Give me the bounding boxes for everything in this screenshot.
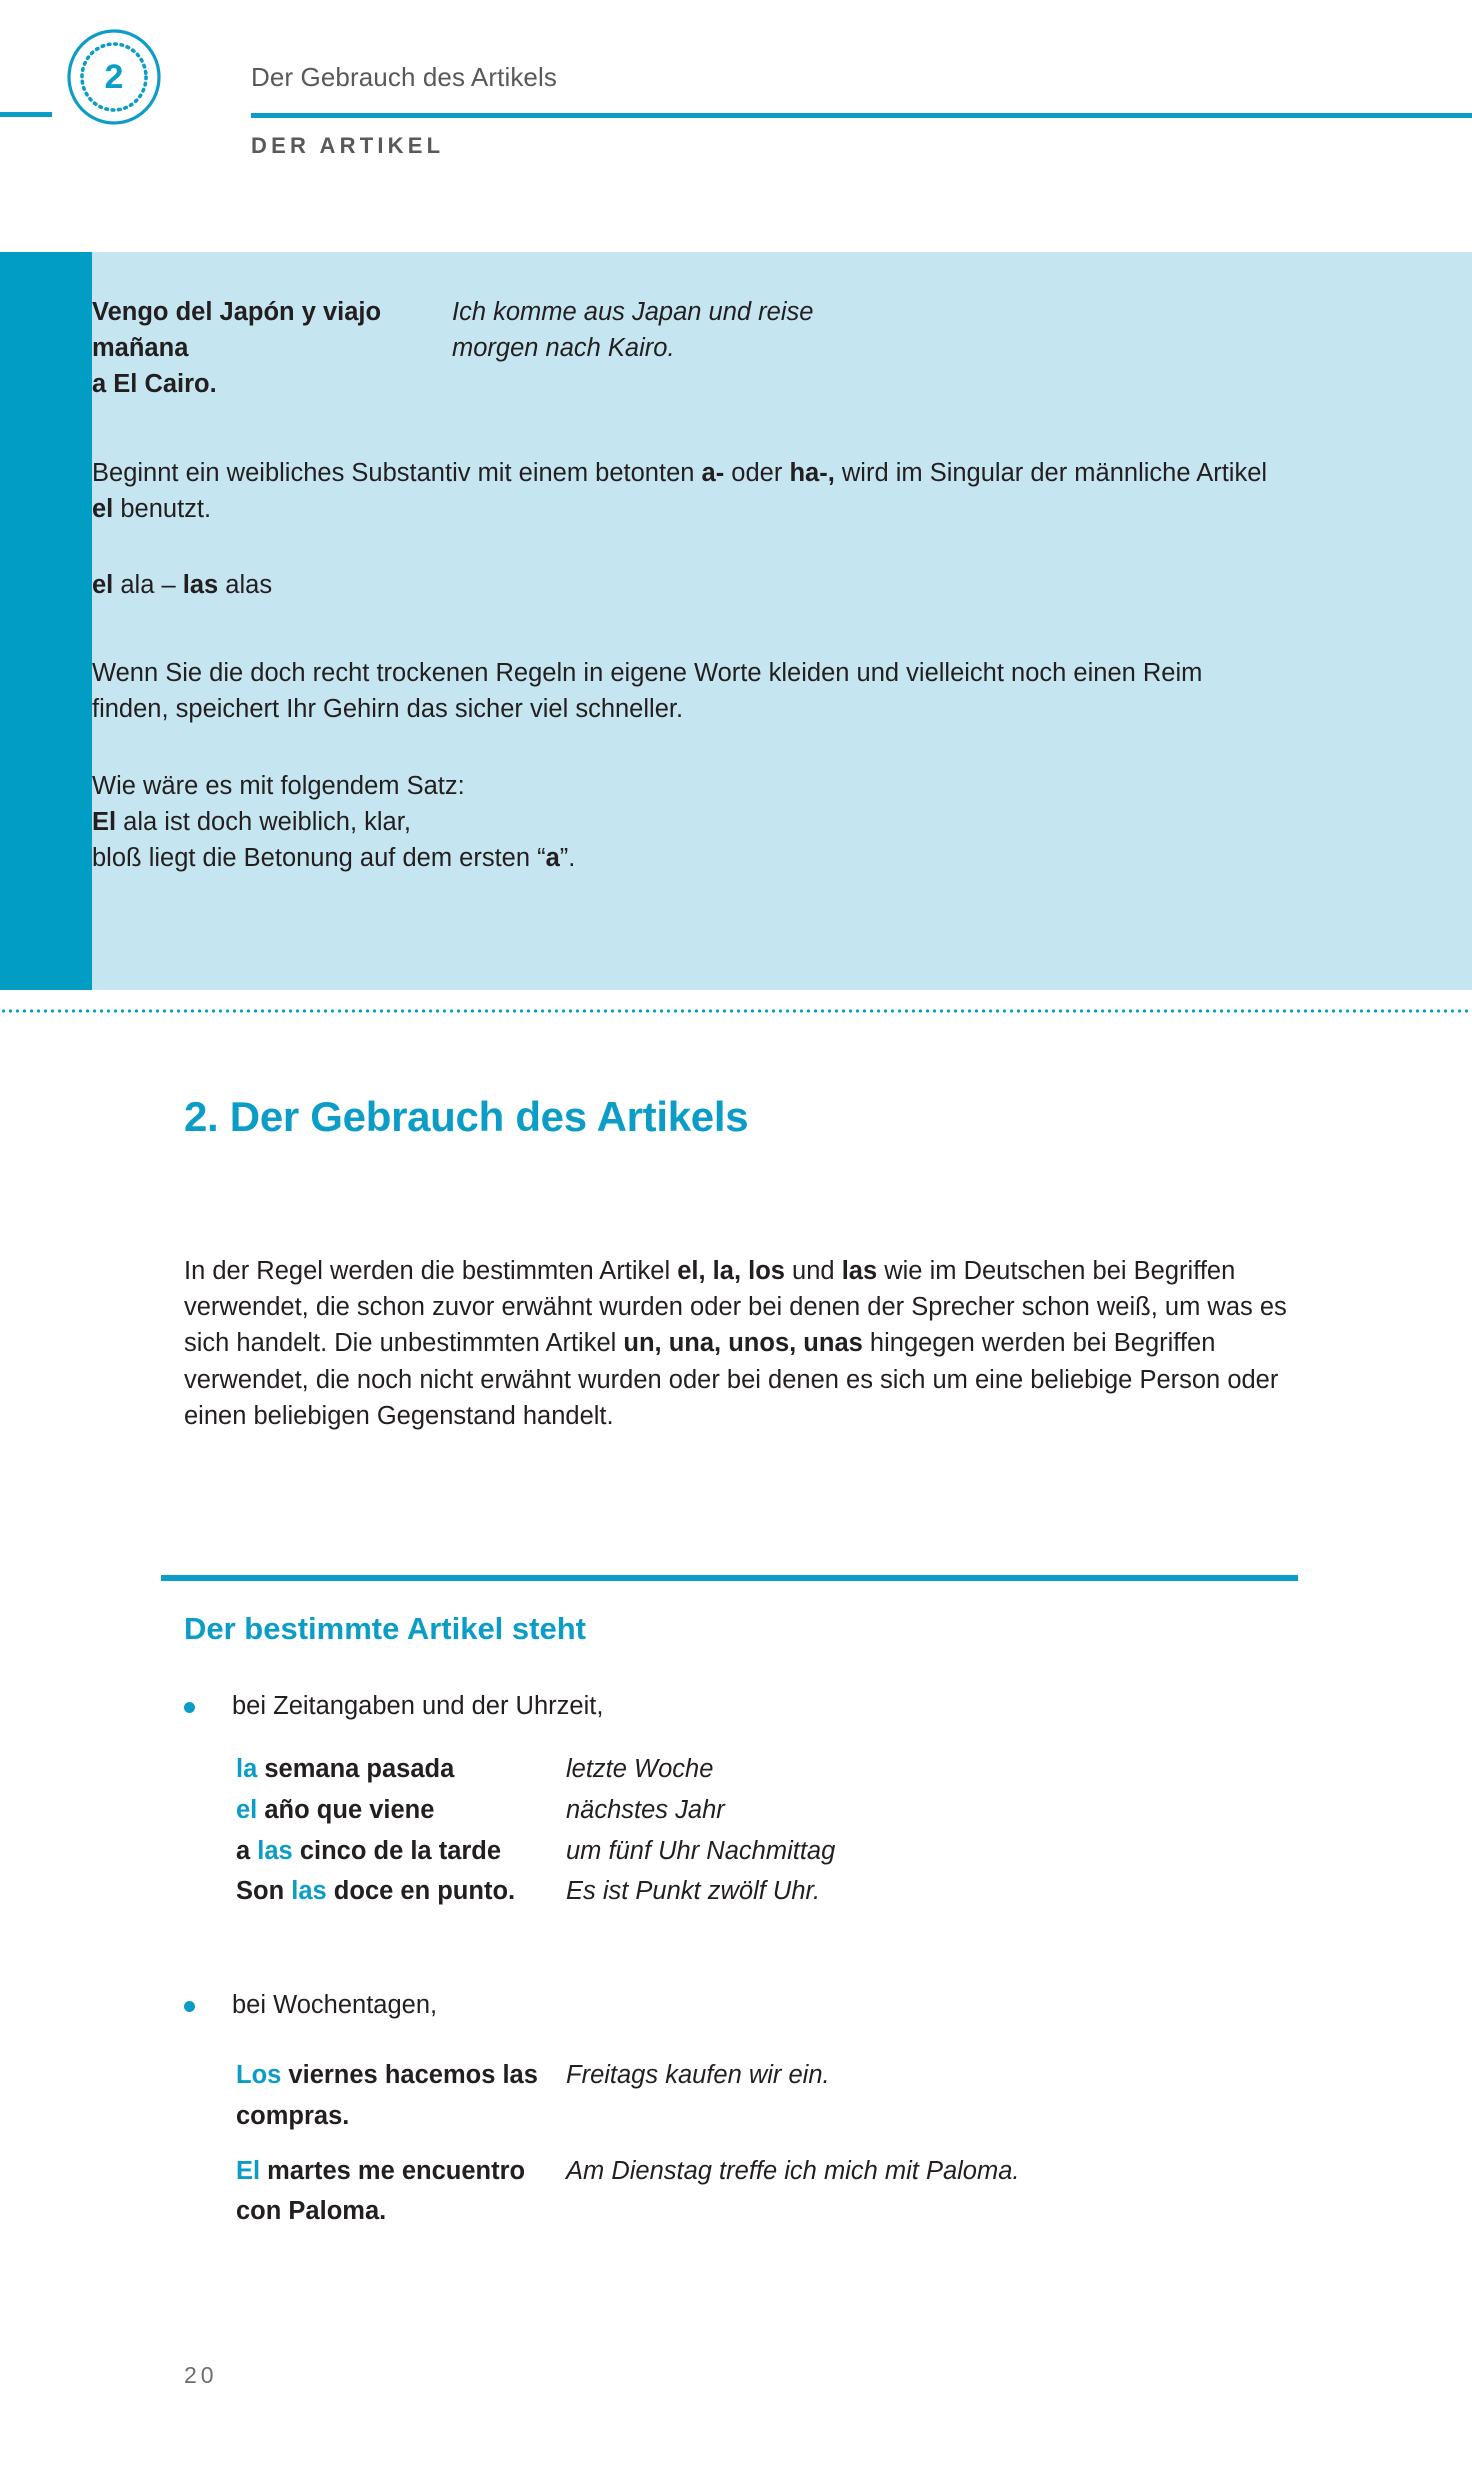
callout-mnemonic-paragraph: Wenn Sie die doch recht trockenen Regeln in eigene Worte kleiden und vielleicht noch einen Reim finden, speichert Ihr Gehirn das sicher viel schneller. xyxy=(92,659,1203,724)
example-german: nächstes Jahr xyxy=(566,1795,725,1824)
callout-example-spanish-line2: a El Cairo. xyxy=(92,370,217,399)
article-highlight: el xyxy=(236,1795,258,1824)
bullet-item-1 xyxy=(184,1689,603,1725)
callout-accent-bar xyxy=(0,252,92,990)
rhyme-line-2-rest: ala ist doch weiblich, klar, xyxy=(116,807,411,836)
callout-example-german-line2: morgen nach Kairo. xyxy=(452,334,675,363)
intro-bold-1: el, la, los xyxy=(677,1256,785,1285)
bullet-label: bei Wochentagen, xyxy=(232,1991,438,2019)
example-pair-bold-2: las xyxy=(182,571,219,600)
page-number: 20 xyxy=(184,2362,218,2388)
callout-example-pair xyxy=(92,567,1282,603)
example-german: Freitags kaufen wir ein. xyxy=(566,2061,830,2089)
example-spanish xyxy=(236,2151,566,2233)
callout-box xyxy=(0,252,1472,990)
page-title: Der Gebrauch des Artikels xyxy=(251,62,557,92)
spacer xyxy=(92,403,1282,455)
bullet-line xyxy=(184,1689,603,1725)
rule-bold-3: el xyxy=(92,494,114,523)
table-row xyxy=(236,2055,1336,2137)
example-spanish-prefix: Son xyxy=(236,1877,292,1906)
example-spanish xyxy=(236,1749,566,1790)
rhyme-line-1: Wie wäre es mit folgendem Satz: xyxy=(92,771,465,800)
callout-example-german xyxy=(452,294,1282,403)
rhyme-line-3-pre: bloß liegt die Betonung auf dem ersten “ xyxy=(92,844,546,873)
bullet-label: bei Zeitangaben und der Uhrzeit, xyxy=(232,1692,604,1720)
example-spanish xyxy=(236,2055,566,2137)
section-heading: 2. Der Gebrauch des Artikels xyxy=(184,1093,749,1140)
example-spanish-rest: semana pasada xyxy=(257,1755,455,1783)
spacer xyxy=(92,527,1282,567)
intro-text-2: und xyxy=(784,1256,842,1285)
example-spanish-rest: viernes hacemos las compras. xyxy=(236,2061,538,2130)
spacer xyxy=(92,603,1282,655)
rhyme-line-2-bold: El xyxy=(92,807,117,836)
example-pair-text-2: alas xyxy=(218,571,273,600)
example-spanish xyxy=(236,1790,566,1831)
header-left-rule xyxy=(0,112,52,117)
example-pair-bold-1: el xyxy=(92,571,114,600)
example-spanish-prefix: a xyxy=(236,1836,258,1865)
article-highlight: las xyxy=(257,1836,293,1865)
intro-text-3: wie im Deutschen bei Begriffen verwendet, die schon zuvor erwähnt wurden oder bei denen der Sprecher schon weiß, um was es sich handelt. Die unbestimmten Artikel xyxy=(184,1256,1287,1358)
page-subtitle: DER ARTIKEL xyxy=(251,133,445,158)
callout-content xyxy=(92,294,1282,876)
article-highlight: las xyxy=(291,1877,327,1906)
article-highlight: la xyxy=(236,1755,258,1783)
example-table-2 xyxy=(236,2055,1336,2232)
example-german: Am Dienstag treffe ich mich mit Paloma. xyxy=(566,2156,1020,2185)
rule-text-1: Beginnt ein weibliches Substantiv mit einem betonten xyxy=(92,458,702,487)
rule-bold-1: a- xyxy=(701,458,725,487)
intro-bold-2: las xyxy=(841,1256,878,1285)
header-rule xyxy=(251,113,1472,118)
page-header xyxy=(0,0,1472,200)
article-highlight: El xyxy=(236,2156,261,2185)
chapter-badge xyxy=(66,28,162,126)
rule-bold-2: ha-, xyxy=(789,458,835,487)
chapter-number: 2 xyxy=(104,57,124,96)
example-table-1 xyxy=(236,1749,835,1912)
table-row xyxy=(236,2151,1336,2233)
bullet-item-2 xyxy=(184,1988,437,2024)
example-german: letzte Woche xyxy=(566,1755,714,1783)
table-row xyxy=(236,1749,835,1790)
callout-rule-paragraph xyxy=(92,455,1282,527)
example-spanish-rest: martes me encuentro con Paloma. xyxy=(236,2156,526,2226)
example-spanish-rest: doce en punto. xyxy=(326,1877,516,1906)
example-spanish-rest: cinco de la tarde xyxy=(292,1836,502,1865)
intro-text-4: hingegen werden bei Begriffen verwendet, die noch nicht erwähnt wurden oder bei denen es sich um eine beliebige Person oder einen beliebigen Gegenstand handelt. xyxy=(184,1329,1279,1431)
example-spanish-rest: año que viene xyxy=(257,1795,435,1824)
rule-text-4: benutzt. xyxy=(113,494,212,523)
callout-example-spanish-line1: Vengo del Japón y viajo mañana xyxy=(92,298,382,363)
spacer xyxy=(92,728,1282,768)
example-german: um fünf Uhr Nachmittag xyxy=(566,1836,836,1865)
example-german: Es ist Punkt zwölf Uhr. xyxy=(566,1877,821,1906)
subsection-heading: Der bestimmte Artikel steht xyxy=(184,1611,586,1646)
intro-paragraph xyxy=(184,1253,1294,1435)
bullet-dot-icon xyxy=(184,1702,195,1713)
rule-text-2: oder xyxy=(724,458,790,487)
table-row xyxy=(236,1790,835,1831)
example-spanish xyxy=(236,1831,566,1872)
intro-bold-3: un, una, unos, unas xyxy=(623,1329,863,1358)
example-pair-text-1: ala – xyxy=(113,571,183,600)
intro-text-1: In der Regel werden die bestimmten Artikel xyxy=(184,1256,678,1285)
rhyme-line-3-post: ”. xyxy=(559,844,576,873)
dotted-separator xyxy=(0,1008,1472,1014)
table-row xyxy=(236,1831,835,1872)
subsection-rule xyxy=(161,1575,1298,1581)
callout-example-row xyxy=(92,294,1282,403)
article-highlight: Los xyxy=(236,2061,282,2089)
callout-example-spanish xyxy=(92,294,452,403)
example-spanish xyxy=(236,1871,566,1912)
bullet-dot-icon xyxy=(184,2001,195,2012)
callout-example-german-line1: Ich komme aus Japan und reise xyxy=(452,298,814,326)
rule-text-3: wird im Singular der männliche Artikel xyxy=(834,458,1268,487)
rhyme-line-3-bold: a xyxy=(545,844,560,873)
callout-rhyme xyxy=(92,768,1282,877)
table-row xyxy=(236,1871,835,1912)
bullet-line xyxy=(184,1988,437,2024)
